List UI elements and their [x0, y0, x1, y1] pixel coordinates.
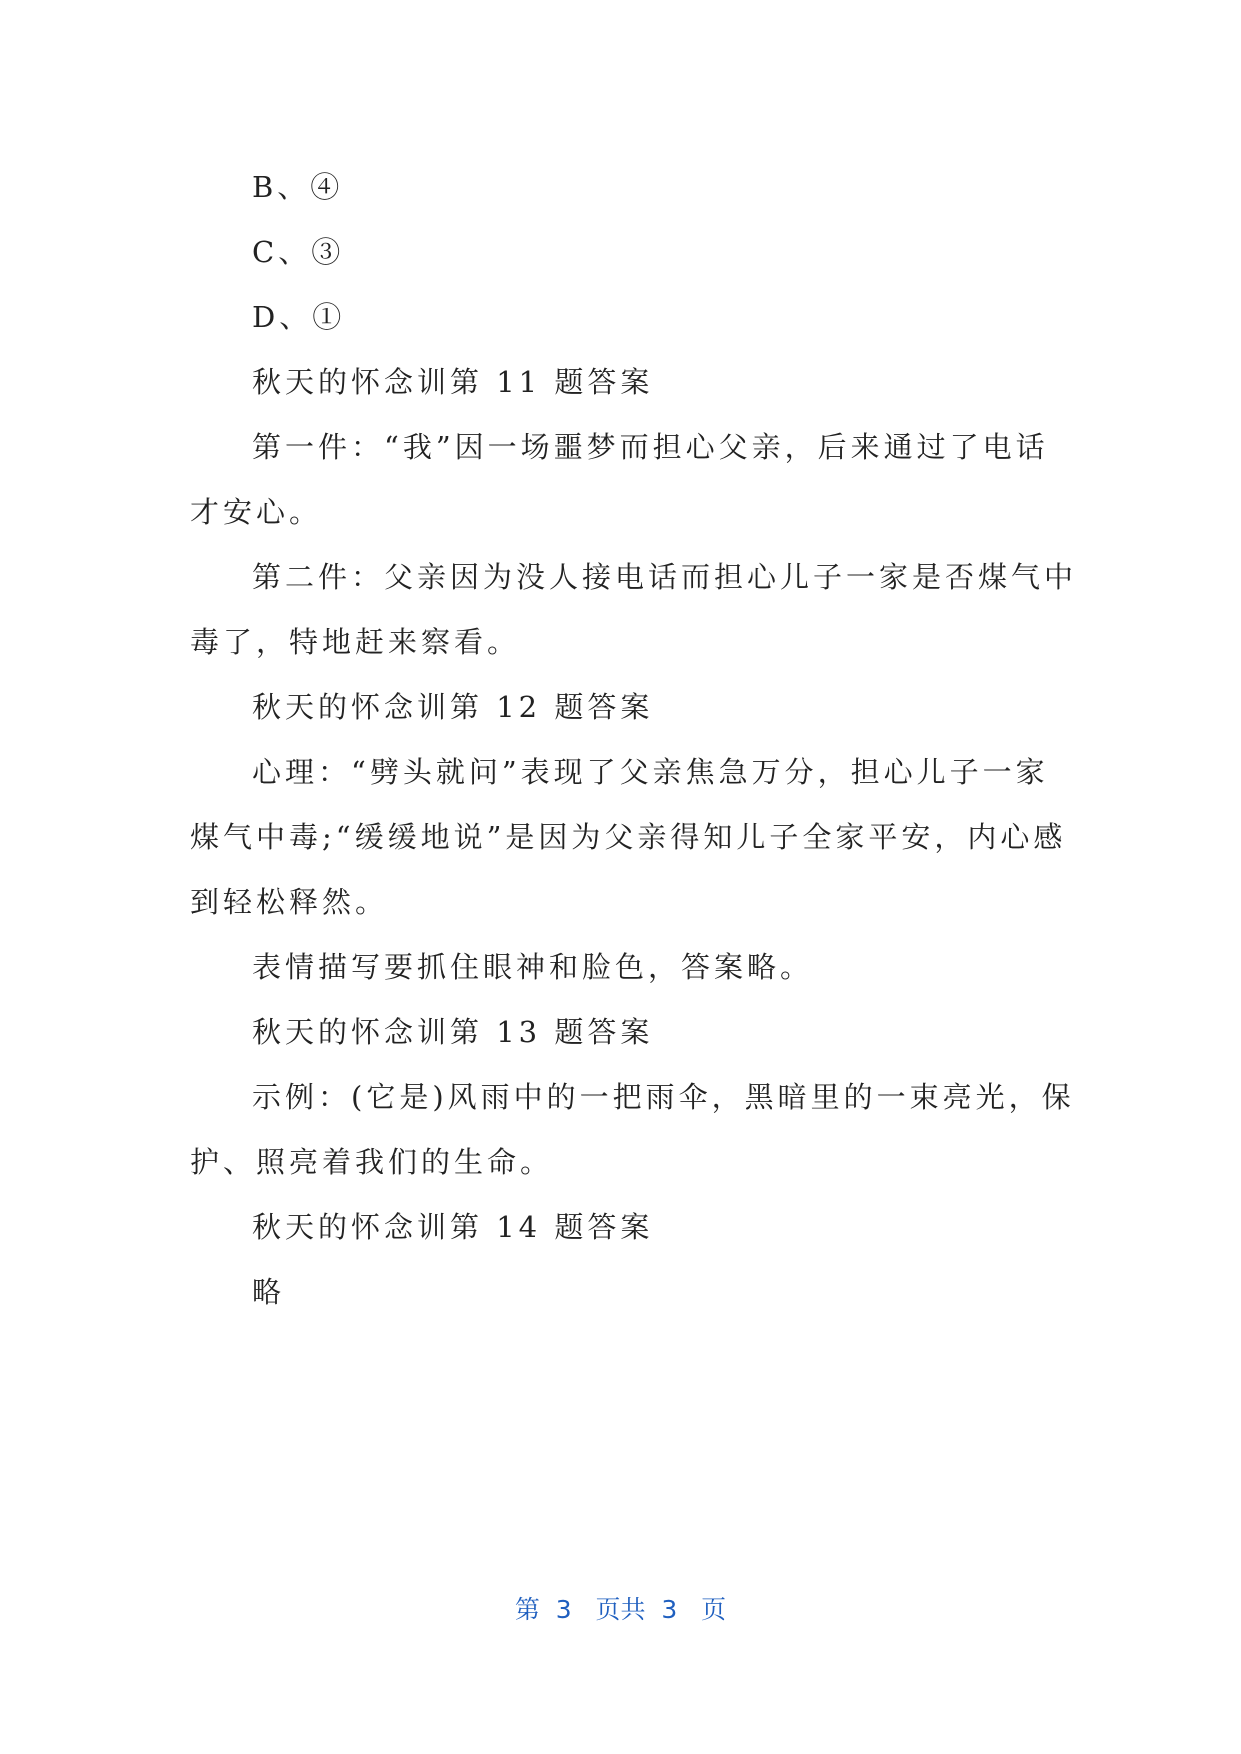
question-13-heading: 秋天的怀念训第 13 题答案 [252, 1015, 654, 1049]
answer-12-note: 表情描写要抓住眼神和脸色，答案略。 [252, 950, 814, 984]
answer-12-line2: 煤气中毒;“缓缓地说”是因为父亲得知儿子全家平安，内心感 [190, 820, 1067, 854]
answer-11-part2-line1: 第二件：父亲因为没人接电话而担心儿子一家是否煤气中 [252, 560, 1078, 594]
option-d: D、① [252, 300, 346, 334]
answer-14: 略 [252, 1275, 286, 1309]
answer-11-part2-line2: 毒了，特地赶来察看。 [190, 625, 521, 659]
question-12-heading: 秋天的怀念训第 12 题答案 [252, 690, 654, 724]
answer-13-line1: 示例：(它是)风雨中的一把雨伞，黑暗里的一束亮光，保 [252, 1080, 1075, 1114]
answer-11-part1-line1: 第一件：“我”因一场噩梦而担心父亲，后来通过了电话 [252, 430, 1049, 464]
option-c: C、③ [252, 235, 345, 269]
document-body [190, 155, 1078, 1325]
answer-13-line2: 护、照亮着我们的生命。 [190, 1145, 554, 1179]
question-11-heading: 秋天的怀念训第 11 题答案 [252, 365, 654, 399]
answer-12-line1: 心理：“劈头就问”表现了父亲焦急万分，担心儿子一家 [252, 755, 1049, 789]
question-14-heading: 秋天的怀念训第 14 题答案 [252, 1210, 654, 1244]
answer-12-line3: 到轻松释然。 [190, 885, 389, 919]
page-number-footer: 第 3 页共 3 页 [514, 1595, 727, 1624]
answer-11-part1-line2: 才安心。 [190, 495, 323, 529]
option-b: B、④ [252, 170, 344, 204]
